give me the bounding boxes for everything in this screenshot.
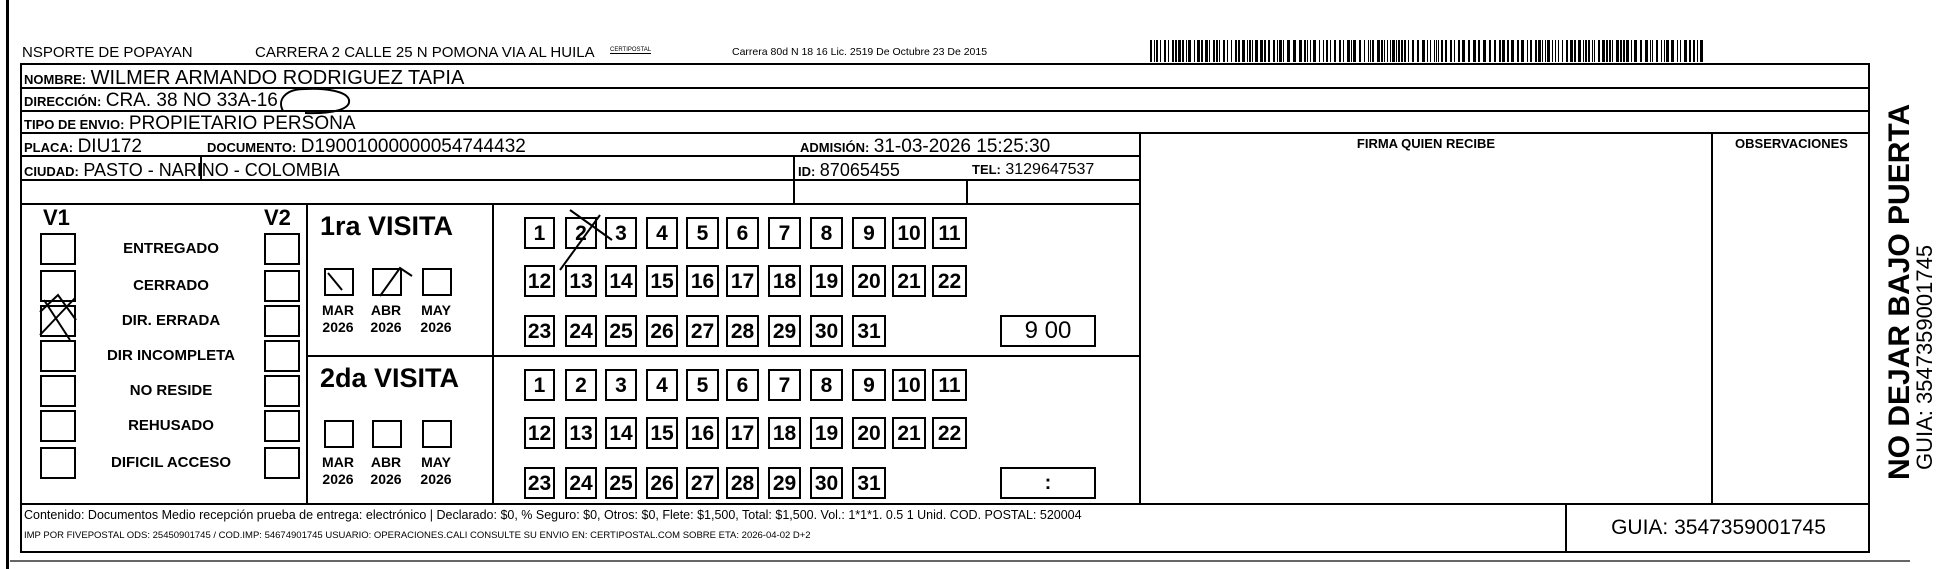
month-year: 2026 — [370, 319, 402, 335]
day-box[interactable]: 8 — [810, 217, 843, 249]
day-box[interactable]: 28 — [726, 467, 759, 499]
month-name: MAR — [322, 454, 354, 470]
firma-heading: FIRMA QUIEN RECIBE — [1356, 136, 1496, 151]
documento-label: DOCUMENTO: — [207, 140, 297, 155]
admision-value: 31-03-2026 15:25:30 — [873, 136, 1051, 157]
day-box[interactable]: 14 — [605, 417, 637, 449]
day-box[interactable]: 25 — [605, 315, 637, 347]
footer-guia: GUIA: 3547359001745 — [1611, 516, 1826, 539]
day-box[interactable]: 14 — [605, 265, 637, 297]
status-label: DIFICIL ACCESO — [110, 454, 231, 471]
company-name: NSPORTE DE POPAYAN — [22, 44, 193, 61]
day-box[interactable]: 13 — [565, 417, 597, 449]
day-box[interactable]: 4 — [646, 369, 678, 401]
day-box[interactable]: 1 — [524, 217, 555, 249]
month-name: MAR — [322, 302, 354, 318]
day-box[interactable]: 16 — [686, 417, 719, 449]
day-box[interactable]: 31 — [852, 467, 886, 499]
documento-value: D19001000000054744432 — [300, 136, 526, 157]
day-box[interactable]: 23 — [524, 467, 555, 499]
day-box[interactable]: 31 — [852, 315, 886, 347]
placa-label: PLACA: — [24, 140, 74, 155]
month-year: 2026 — [420, 471, 452, 487]
day-box[interactable]: 6 — [726, 217, 759, 249]
side-warning: NO DEJAR BAJO PUERTA — [1883, 103, 1916, 480]
tel-value: 3129647537 — [1005, 161, 1095, 178]
day-box[interactable]: 7 — [768, 369, 801, 401]
nombre-label: NOMBRE: — [24, 72, 87, 87]
day-box[interactable]: 15 — [646, 417, 678, 449]
observaciones-heading: OBSERVACIONES — [1735, 136, 1848, 151]
day-box[interactable]: 16 — [686, 265, 719, 297]
day-box[interactable]: 5 — [686, 217, 719, 249]
day-box[interactable]: 21 — [892, 417, 926, 449]
visit-title: 1ra VISITA — [320, 211, 454, 241]
tipo-label: TIPO DE ENVIO: — [24, 117, 125, 132]
day-box[interactable]: 9 — [852, 369, 886, 401]
tel-label: TEL: — [972, 162, 1001, 177]
status-label: CERRADO — [133, 277, 209, 294]
status-label: DIR. ERRADA — [121, 312, 221, 329]
day-box[interactable]: 11 — [932, 217, 967, 249]
month-year: 2026 — [322, 471, 354, 487]
status-label: REHUSADO — [128, 417, 214, 434]
footer-contenido: Contenido: Documentos Medio recepción prueba de entrega: electrónico | Declarado: $0, % Seguro: $0, Otros: $0, Flete: $1,500, Total: $1,500. Vol.: 1*1*1. 0.5 1 Unid. COD. POSTAL: 520004 — [24, 508, 1082, 522]
admision-label: ADMISIÓN: — [800, 140, 870, 155]
day-box[interactable]: 27 — [686, 467, 719, 499]
day-box[interactable]: 3 — [605, 369, 637, 401]
day-box[interactable]: 13 — [565, 265, 597, 297]
month-year: 2026 — [420, 319, 452, 335]
day-box[interactable]: 12 — [524, 265, 555, 297]
day-box[interactable]: 8 — [810, 369, 843, 401]
day-box[interactable]: 30 — [810, 315, 843, 347]
id-label: ID: — [798, 164, 816, 179]
ciudad-label: CIUDAD: — [24, 164, 79, 179]
day-box[interactable]: 30 — [810, 467, 843, 499]
day-box[interactable]: 24 — [565, 467, 597, 499]
day-box[interactable]: 17 — [726, 417, 759, 449]
day-box[interactable]: 7 — [768, 217, 801, 249]
license-text: Carrera 80d N 18 16 Lic. 2519 De Octubre 23 De 2015 — [732, 46, 988, 58]
day-box[interactable]: 26 — [646, 315, 678, 347]
day-box[interactable]: 17 — [726, 265, 759, 297]
day-box[interactable]: 20 — [852, 265, 886, 297]
month-name: ABR — [370, 302, 402, 318]
placa-value: DIU172 — [77, 136, 142, 157]
nombre-value: WILMER ARMANDO RODRIGUEZ TAPIA — [90, 67, 465, 89]
day-box[interactable]: 4 — [646, 217, 678, 249]
visit-title: 2da VISITA — [320, 363, 460, 393]
day-box[interactable]: 21 — [892, 265, 926, 297]
certipostal-logo: CERTIPOSTAL — [610, 47, 652, 53]
month-name: MAY — [421, 454, 451, 470]
day-box[interactable]: 29 — [768, 467, 801, 499]
day-box[interactable]: 3 — [605, 217, 637, 249]
day-box[interactable]: 20 — [852, 417, 886, 449]
month-name: ABR — [370, 454, 402, 470]
day-box[interactable]: 10 — [892, 217, 926, 249]
day-box[interactable]: 9 — [852, 217, 886, 249]
id-value: 87065455 — [819, 160, 900, 180]
v1-label: V1 — [43, 205, 70, 230]
day-box[interactable]: 18 — [768, 265, 801, 297]
time-box[interactable]: 9 00 — [1000, 315, 1096, 347]
day-box[interactable]: 26 — [646, 467, 678, 499]
day-box[interactable]: 27 — [686, 315, 719, 347]
ciudad-value: PASTO - NARINO - COLOMBIA — [83, 160, 340, 180]
side-guia: GUIA: 3547359001745 — [1912, 244, 1937, 470]
direccion-label: DIRECCIÓN: — [24, 94, 102, 109]
tipo-value: PROPIETARIO PERSONA — [128, 113, 356, 134]
day-box[interactable]: 11 — [932, 369, 967, 401]
day-box[interactable]: 15 — [646, 265, 678, 297]
day-box[interactable]: 12 — [524, 417, 555, 449]
day-box[interactable]: 2 — [565, 217, 597, 249]
day-box[interactable]: 10 — [892, 369, 926, 401]
time-box[interactable]: : — [1000, 467, 1096, 499]
day-box[interactable]: 28 — [726, 315, 759, 347]
day-box[interactable]: 19 — [810, 417, 843, 449]
status-label: NO RESIDE — [129, 382, 213, 399]
status-label: DIR INCOMPLETA — [106, 347, 236, 364]
day-box[interactable]: 1 — [524, 369, 555, 401]
month-year: 2026 — [370, 471, 402, 487]
status-label: ENTREGADO — [123, 240, 219, 257]
day-box[interactable]: 25 — [605, 467, 637, 499]
day-box[interactable]: 5 — [686, 369, 719, 401]
day-box[interactable]: 24 — [565, 315, 597, 347]
day-box[interactable]: 19 — [810, 265, 843, 297]
day-box[interactable]: 22 — [932, 417, 967, 449]
footer-imp: IMP POR FIVEPOSTAL ODS: 25450901745 / COD.IMP: 54674901745 USUARIO: OPERACIONES.CALI CONSULTE SU ENVIO EN: CERTIPOSTAL.COM SOBRE ETA: 2026-04-02 D+2 — [24, 530, 811, 541]
month-year: 2026 — [322, 319, 354, 335]
v2-label: V2 — [264, 205, 291, 230]
day-box[interactable]: 23 — [524, 315, 555, 347]
day-box[interactable]: 18 — [768, 417, 801, 449]
day-box[interactable]: 6 — [726, 369, 759, 401]
day-box[interactable]: 29 — [768, 315, 801, 347]
month-name: MAY — [421, 302, 451, 318]
direccion-value: CRA. 38 NO 33A-16 — [105, 90, 278, 111]
day-box[interactable]: 2 — [565, 369, 597, 401]
company-address: CARRERA 2 CALLE 25 N POMONA VIA AL HUILA — [255, 44, 595, 61]
day-box[interactable]: 22 — [932, 265, 967, 297]
